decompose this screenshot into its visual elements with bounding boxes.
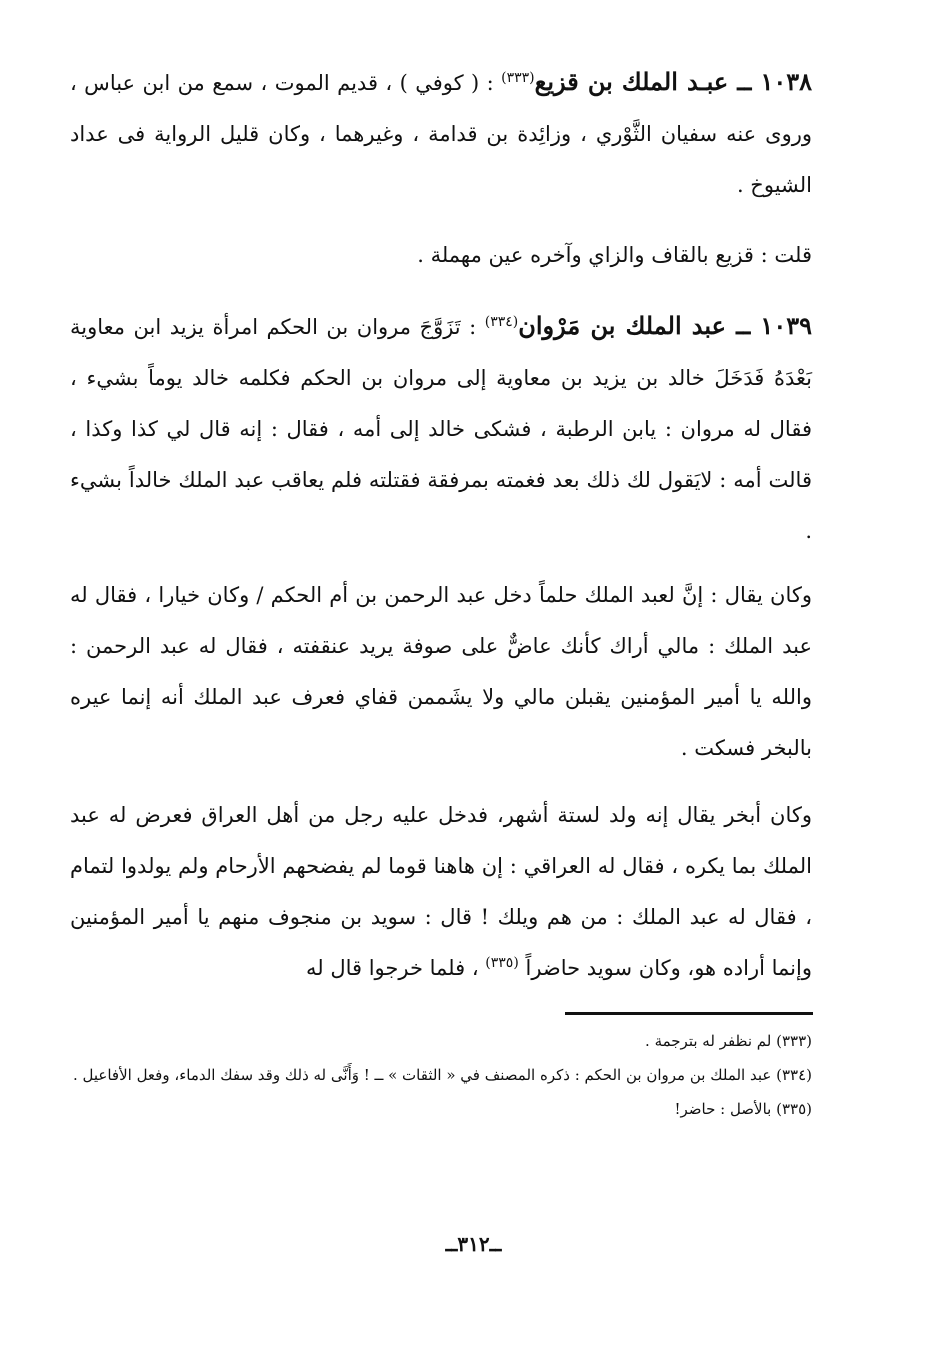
paragraph-4 <box>70 790 812 994</box>
footnote-ref-335: (٣٣٥) <box>485 955 519 971</box>
entry-1039-text: : تَزَوَّجَ مروان بن الحكم امرأة يزيد ابن معاوية بَعْدَهُ فَدَخَلَ خالد بن يزيد بن معاوية إلى مروان بن الحكم فكلمه خالد يوماً بشيء ، فقال له مروان : يابن الرطبة ، فشكى خالد إلى أمه ، فقال : إنه قال لي كذا وكذا ، قالت أمه : لايَقول لك ذلك بعد فغمته بمرفقة فقتلته فلم يعاقب عبد الملك خالداً بشيء . <box>70 315 812 543</box>
entry-1038-text: : ( كوفي ) ، قديم الموت ، سمع من ابن عباس ، وروى عنه سفيان الثَّوْري ، وزائِدة بن قدامة ، وغيرهما ، وكان قليل الرواية فى عداد الشيوخ . <box>70 71 812 197</box>
note-line <box>70 230 812 281</box>
footnote-334: (٣٣٤) عبد الملك بن مروان بن الحكم : ذكره المصنف في « الثقات » ــ ! وَأَنَّى له ذلك وقد سفك الدماء، وفعل الأفاعيل . <box>72 1066 812 1084</box>
entry-1039-heading: ١٠٣٩ ــ عبد الملك بن مَرْوان <box>518 311 812 340</box>
footnote-ref-333: (٣٣٣) <box>501 70 535 86</box>
footnote-ref-334: (٣٣٤) <box>484 314 519 330</box>
footnote-335: (٣٣٥) بالأصل : حاضر! <box>674 1100 812 1118</box>
paragraph-3-text: وكان يقال : إنَّ لعبد الملك حلماً دخل عبد الرحمن بن أم الحكم / وكان خيارا ، فقال له عبد الملك : مالي أراك كأنك عاضٌّ على صوفة يريد عنقفته ، فقال له عبد الرحمن : والله يا أمير المؤمنين يقبلن مالي ولا يشَممن قفاي فعرف عبد الملك أنه إنما عيره بالبخر فسكت . <box>70 583 812 760</box>
entry-1039 <box>70 300 812 557</box>
footnote-divider <box>565 1012 813 1015</box>
note-line-text: قلت : قزيع بالقاف والزاي وآخره عين مهملة . <box>417 243 812 267</box>
entry-1038-heading: ١٠٣٨ ــ عبـد الملك بن قزيع <box>534 67 812 96</box>
entry-1038 <box>70 56 812 211</box>
paragraph-4-text: وكان أبخر يقال إنه ولد لستة أشهر، فدخل عليه رجل من أهل العراق فعرض له عبد الملك بما يكره ، فقال له العراقي : إن هاهنا قوما لم يفضحهم الأرحام ولم يولدوا لتمام ، فقال له عبد الملك : من هم ويلك ! قال : سويد بن منجوف منهم يا أمير المؤمنين وإنما أراده هو، وكان سويد حاضراً <box>70 803 812 980</box>
footnote-333: (٣٣٣) لم نظفر له بترجمة . <box>645 1032 812 1050</box>
footnotes <box>70 1024 812 1126</box>
paragraph-3 <box>70 570 812 774</box>
page-number: ــ٣١٢ــ <box>445 1232 502 1256</box>
paragraph-4-text-end: ، فلما خرجوا قال له <box>306 956 479 980</box>
